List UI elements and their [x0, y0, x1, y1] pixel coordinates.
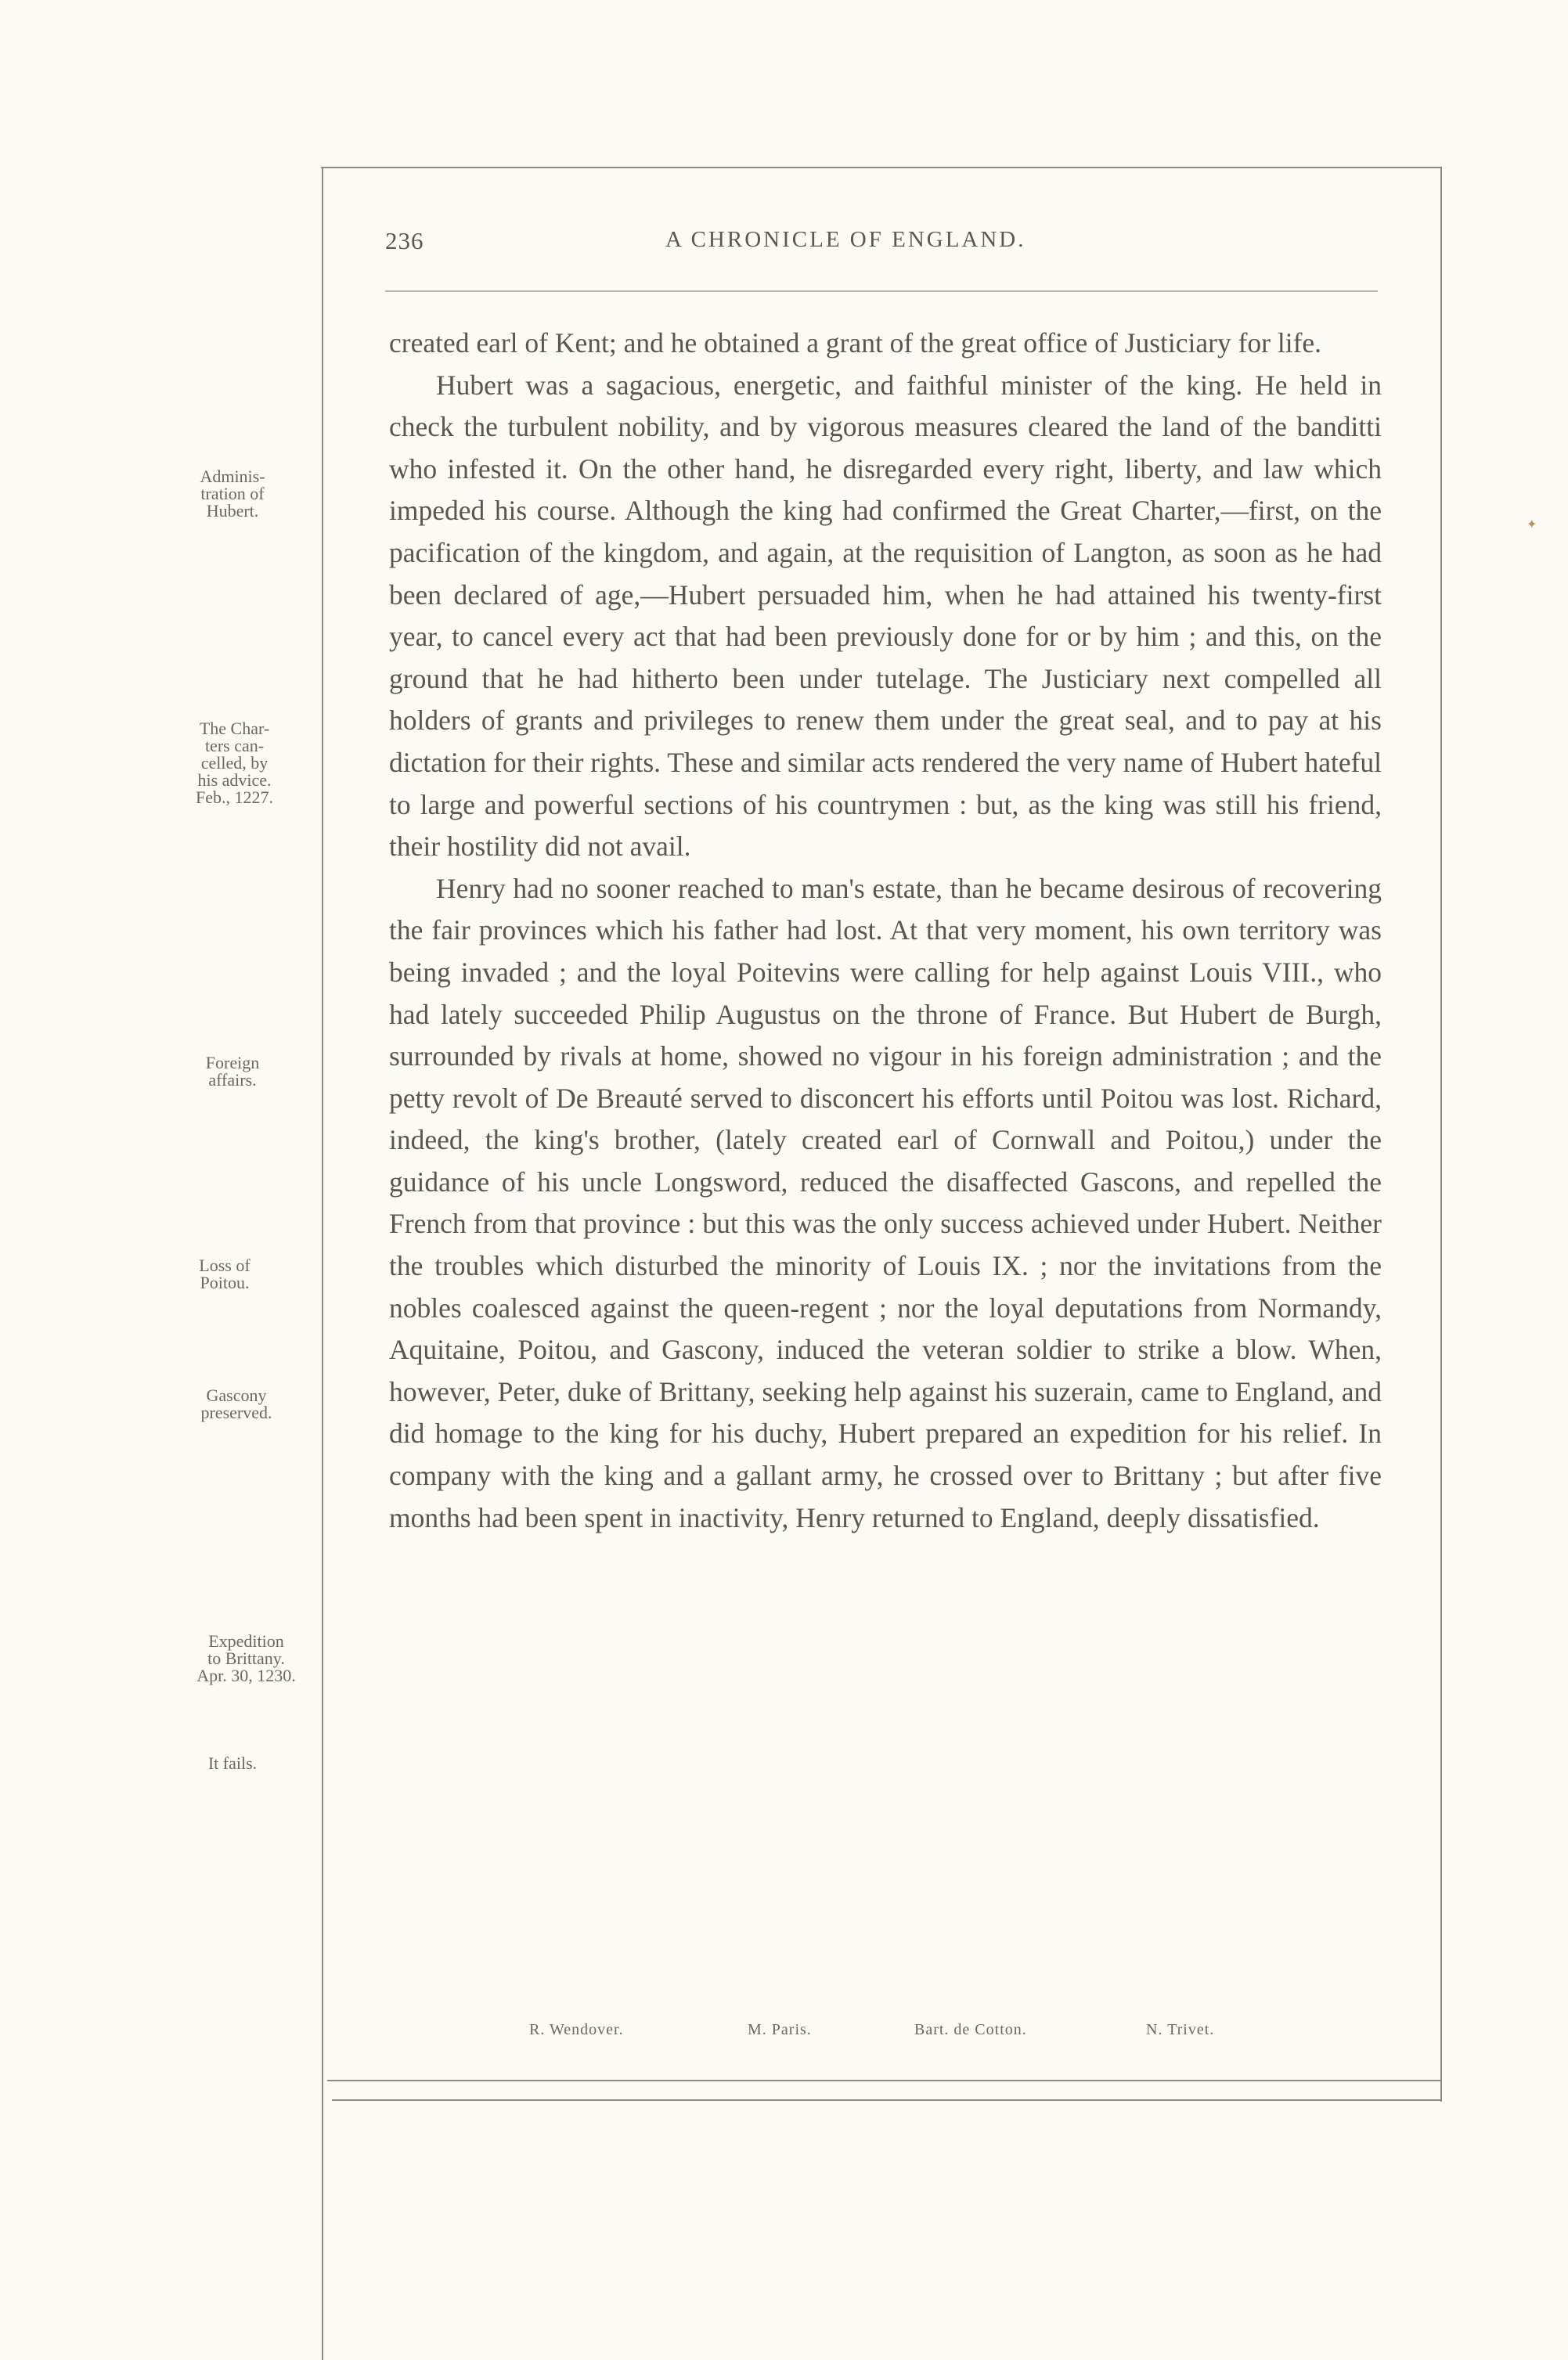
running-head: A CHRONICLE OF ENGLAND.	[665, 227, 1026, 252]
margin-note-line: Expedition	[208, 1631, 284, 1651]
ink-blot-icon: ✦	[1527, 518, 1537, 531]
citation: R. Wendover.	[529, 2021, 624, 2038]
margin-note-line: ters can-	[204, 736, 265, 755]
margin-note-line: Foreign	[205, 1053, 260, 1072]
frame-right-rule	[1440, 167, 1442, 2102]
margin-note-charters-cancelled	[166, 720, 303, 806]
citation: N. Trivet.	[1146, 2021, 1215, 2038]
paragraph: Hubert was a sagacious, energetic, and faithful minister of the king. He held in check the turbulent nobility, and by vigorous measures cleared the land of the banditti who infested it. On the other hand, he disregarded every right, liberty, and law which impeded his course. Although the king had confirmed the Great Charter,—first, on the pacification of the kingdom, and again, at the requisition of Langton, as soon as he had been declared of age,—Hubert persuaded him, when he had attained his twenty-first year, to cancel every act that had been previously done for or by him ; and this, on the ground that he had hitherto been under tutelage. The Justiciary next compelled all holders of grants and privileges to renew them under the great seal, and to pay at his dictation for their rights. These and similar acts rendered the very name of Hubert hateful to large and powerful sections of his countrymen : but, as the king was still his friend, their hostility did not avail.	[389, 369, 1382, 863]
margin-note-line: celled, by	[200, 753, 269, 773]
margin-note-gascony-preserved	[174, 1387, 299, 1421]
margin-note-line: his advice.	[197, 770, 272, 790]
paragraph: Henry had no sooner reached to man's estate, than he became desirous of recovering the fair provinces which his father had lost. At that very moment, his own territory was being invaded ; and the loyal Poitevins were calling for help against Louis VIII., who had lately succeeded Philip Augustus on the throne of France. But Hubert de Burgh, surrounded by rivals at home, showed no vigour in his foreign administration ; and the petty revolt of De Breauté served to disconcert his efforts until Poitou was lost. Richard, indeed, the king's brother, (lately created earl of Cornwall and Poitou,) under the guidance of his uncle Longsword, reduced the disaffected Gascons, and repelled the French from that province : but this was the only success achieved under Hubert. Neither the troubles which disturbed the minority of Louis IX. ; nor the invitations from the nobles coalesced against the queen-regent ; nor the loyal deputations from Normandy, Aquitaine, Poitou, and Gascony, induced the veteran soldier to strike a blow. When, however, Peter, duke of Brittany, seeking help against his suzerain, came to England, and did homage to the king for his duchy, Hubert prepared an expedition for his relief. In company with the king and a gallant army, he crossed over to Brittany ; but after five months had been spent in inactivity, Henry returned to England, deeply dissatisfied.	[389, 872, 1382, 1533]
margin-note-line: Gascony	[206, 1385, 267, 1405]
header-rule	[385, 290, 1378, 292]
footer-citations	[501, 2021, 1284, 2045]
margin-note-line: It fails.	[207, 1753, 258, 1773]
margin-note-administration	[174, 468, 291, 520]
frame-left-rule	[322, 167, 323, 2360]
margin-note-line: Poitou.	[200, 1273, 250, 1292]
margin-note-line: to Brittany.	[207, 1648, 285, 1668]
margin-note-line: affairs.	[208, 1070, 257, 1090]
margin-note-line: Feb., 1227.	[196, 787, 273, 807]
margin-note-line: Hubert.	[206, 501, 259, 521]
margin-note-line: Adminis-	[200, 467, 265, 486]
citation: M. Paris.	[748, 2021, 812, 2038]
frame-top-rule	[321, 167, 1442, 168]
citation: Bart. de Cotton.	[914, 2021, 1027, 2038]
margin-note-loss-of-poitou	[166, 1257, 283, 1292]
margin-note-line: preserved.	[200, 1403, 272, 1422]
margin-note-foreign-affairs	[174, 1054, 291, 1089]
bottom-rule	[327, 2080, 1442, 2081]
page-number: 236	[385, 227, 424, 254]
margin-note-line: Loss of	[199, 1256, 251, 1275]
margin-note-line: The Char-	[199, 719, 270, 738]
main-text	[389, 322, 1382, 1539]
bottom-rule	[332, 2099, 1442, 2101]
margin-note-line: tration of	[200, 484, 265, 503]
paragraph: created earl of Kent; and he obtained a grant of the great office of Justiciary for life.	[389, 327, 1322, 359]
margin-note-line: Apr. 30, 1230.	[196, 1666, 296, 1685]
margin-note-expedition-brittany	[174, 1633, 319, 1684]
margin-note-it-fails	[174, 1755, 291, 1772]
